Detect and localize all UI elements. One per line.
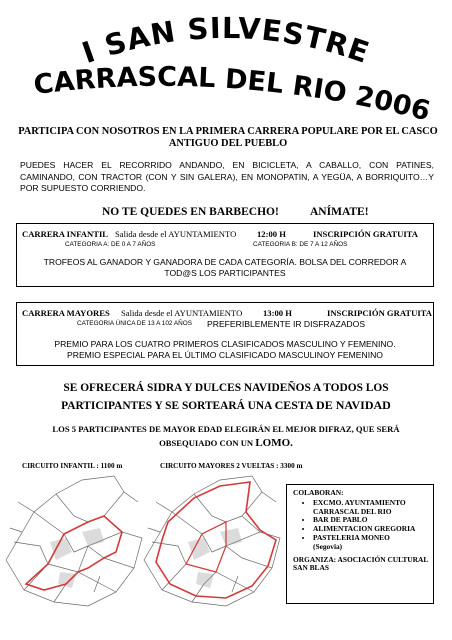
sidra-line-2a: PARTICIPANTES Y SE SORTEARÁ UNA: [61, 400, 272, 412]
title-line-1: I SAN SILVESTRE: [77, 10, 375, 71]
slogan-animate: ANÍMATE!: [310, 206, 369, 218]
poster-title: [0, 0, 452, 124]
colaboran-box: [286, 484, 434, 604]
sidra-line-2: [20, 397, 432, 415]
sidra-line-1: SE OFRECERÁ SIDRA Y DULCES NAVIDEÑOS A TODOS LOS: [63, 382, 389, 394]
premio-line-2: PREMIO ESPECIAL PARA EL ÚLTIMO CLASIFICADO MASCULINOY FEMENINO: [67, 350, 383, 360]
disfraz-announcement: [24, 422, 428, 450]
organiza-text: ORGANIZA: ASOCIACIÓN CULTURAL SAN BLAS: [293, 554, 428, 573]
intro-text: PARTICIPA CON NOSOTROS EN LA PRIMERA CARRERA POPULARE POR EL CASCO ANTIGUO DEL PUEBLO: [18, 126, 438, 149]
colaborador-pasteleria: [313, 534, 429, 552]
circuito-mayores-map: [142, 472, 288, 610]
circuito-mayores-label: CIRCUITO MAYORES 2 VUELTAS : 3300 m: [160, 462, 303, 470]
circuito-infantil-map: [4, 472, 150, 610]
trofeos-line-1: TROFEOS AL GANADOR Y GANADORA DE CADA CATEGORÍA. BOLSA DEL CORREDOR A: [43, 257, 407, 267]
categoria-b: CATEGORIA B: DE 7 A 12 AÑOS: [253, 241, 348, 248]
description-text: PUEDES HACER EL RECORRIDO ANDANDO, EN BICICLETA, A CABALLO, CON PATINES, CAMINANDO, CON TRACTOR (CON Y SIN GALERA), EN MONOPATIN, A YEGÜA, A BORRIQUITO…Y POR SUPUESTO CORRIENDO.: [20, 160, 434, 193]
pasteleria-name: PASTELERIA MONEO: [313, 532, 390, 542]
carrera-infantil-salida: Salida desde el AYUNTAMIENTO: [115, 229, 237, 239]
lomo: LOMO.: [255, 437, 293, 449]
carrera-mayores-hora: 13:00 H: [263, 308, 292, 318]
colaboran-list: [293, 499, 429, 552]
slogan-barbecho: NO TE QUEDES EN BARBECHO!: [102, 206, 279, 218]
carrera-mayores-box: [16, 302, 434, 366]
colaborador-alimentacion: • ALIMENTACION GREGORIA: [313, 525, 429, 534]
cesta-navidad: CESTA DE NAVIDAD: [274, 398, 391, 412]
premio-line-1: PREMIO PARA LOS CUATRO PRIMEROS CLASIFICADOS MASCULINO Y FEMENINO.: [54, 339, 396, 349]
title-line-2: CARRASCAL DEL RIO 2006: [31, 61, 434, 124]
carrera-infantil-hora: 12:00 H: [257, 229, 286, 239]
circuito-infantil-label: CIRCUITO INFANTIL : 1100 m: [22, 462, 123, 470]
carrera-infantil-title: CARRERA INFANTIL: [22, 229, 109, 239]
carrera-infantil-inscripcion: INSCRIPCIÓN GRATUITA: [313, 229, 418, 239]
carrera-infantil-box: [16, 223, 434, 287]
disfraz-line-1: LOS 5 PARTICIPANTES DE MAYOR EDAD ELEGIRÁN EL MEJOR DIFRAZ, QUE SERÁ: [52, 424, 400, 434]
disfraz-line-2: [24, 436, 428, 450]
carrera-mayores-title: CARRERA MAYORES: [22, 308, 110, 318]
carrera-mayores-inscripcion: INSCRIPCIÓN GRATUITA: [327, 308, 432, 318]
carrera-mayores-salida: Salida desde el AYUNTAMIENTO: [121, 308, 243, 318]
categoria-unica: CATEGORIA ÚNICA DE 13 A 102 AÑOS: [77, 320, 192, 327]
pasteleria-note: (Segovia): [313, 541, 343, 551]
preferiblemente-disfrazados: PREFERIBLEMENTE IR DISFRAZADOS: [207, 319, 366, 329]
colaborador-ayuntamiento: • EXCMO. AYUNTAMIENTO CARRASCAL DEL RIO: [313, 499, 429, 517]
colaboran-heading: COLABORAN:: [293, 488, 344, 497]
sidra-announcement: [20, 380, 432, 415]
disfraz-line-2a: OBSEQUIADO CON UN: [159, 438, 254, 448]
categoria-a: CATEGORIA A: DE 0 A 7 AÑOS: [65, 241, 156, 248]
colaborador-bar-de-pablo: • BAR DE PABLO: [313, 516, 429, 525]
trofeos-line-2: TOD@S LOS PARTICIPANTES: [164, 268, 286, 278]
